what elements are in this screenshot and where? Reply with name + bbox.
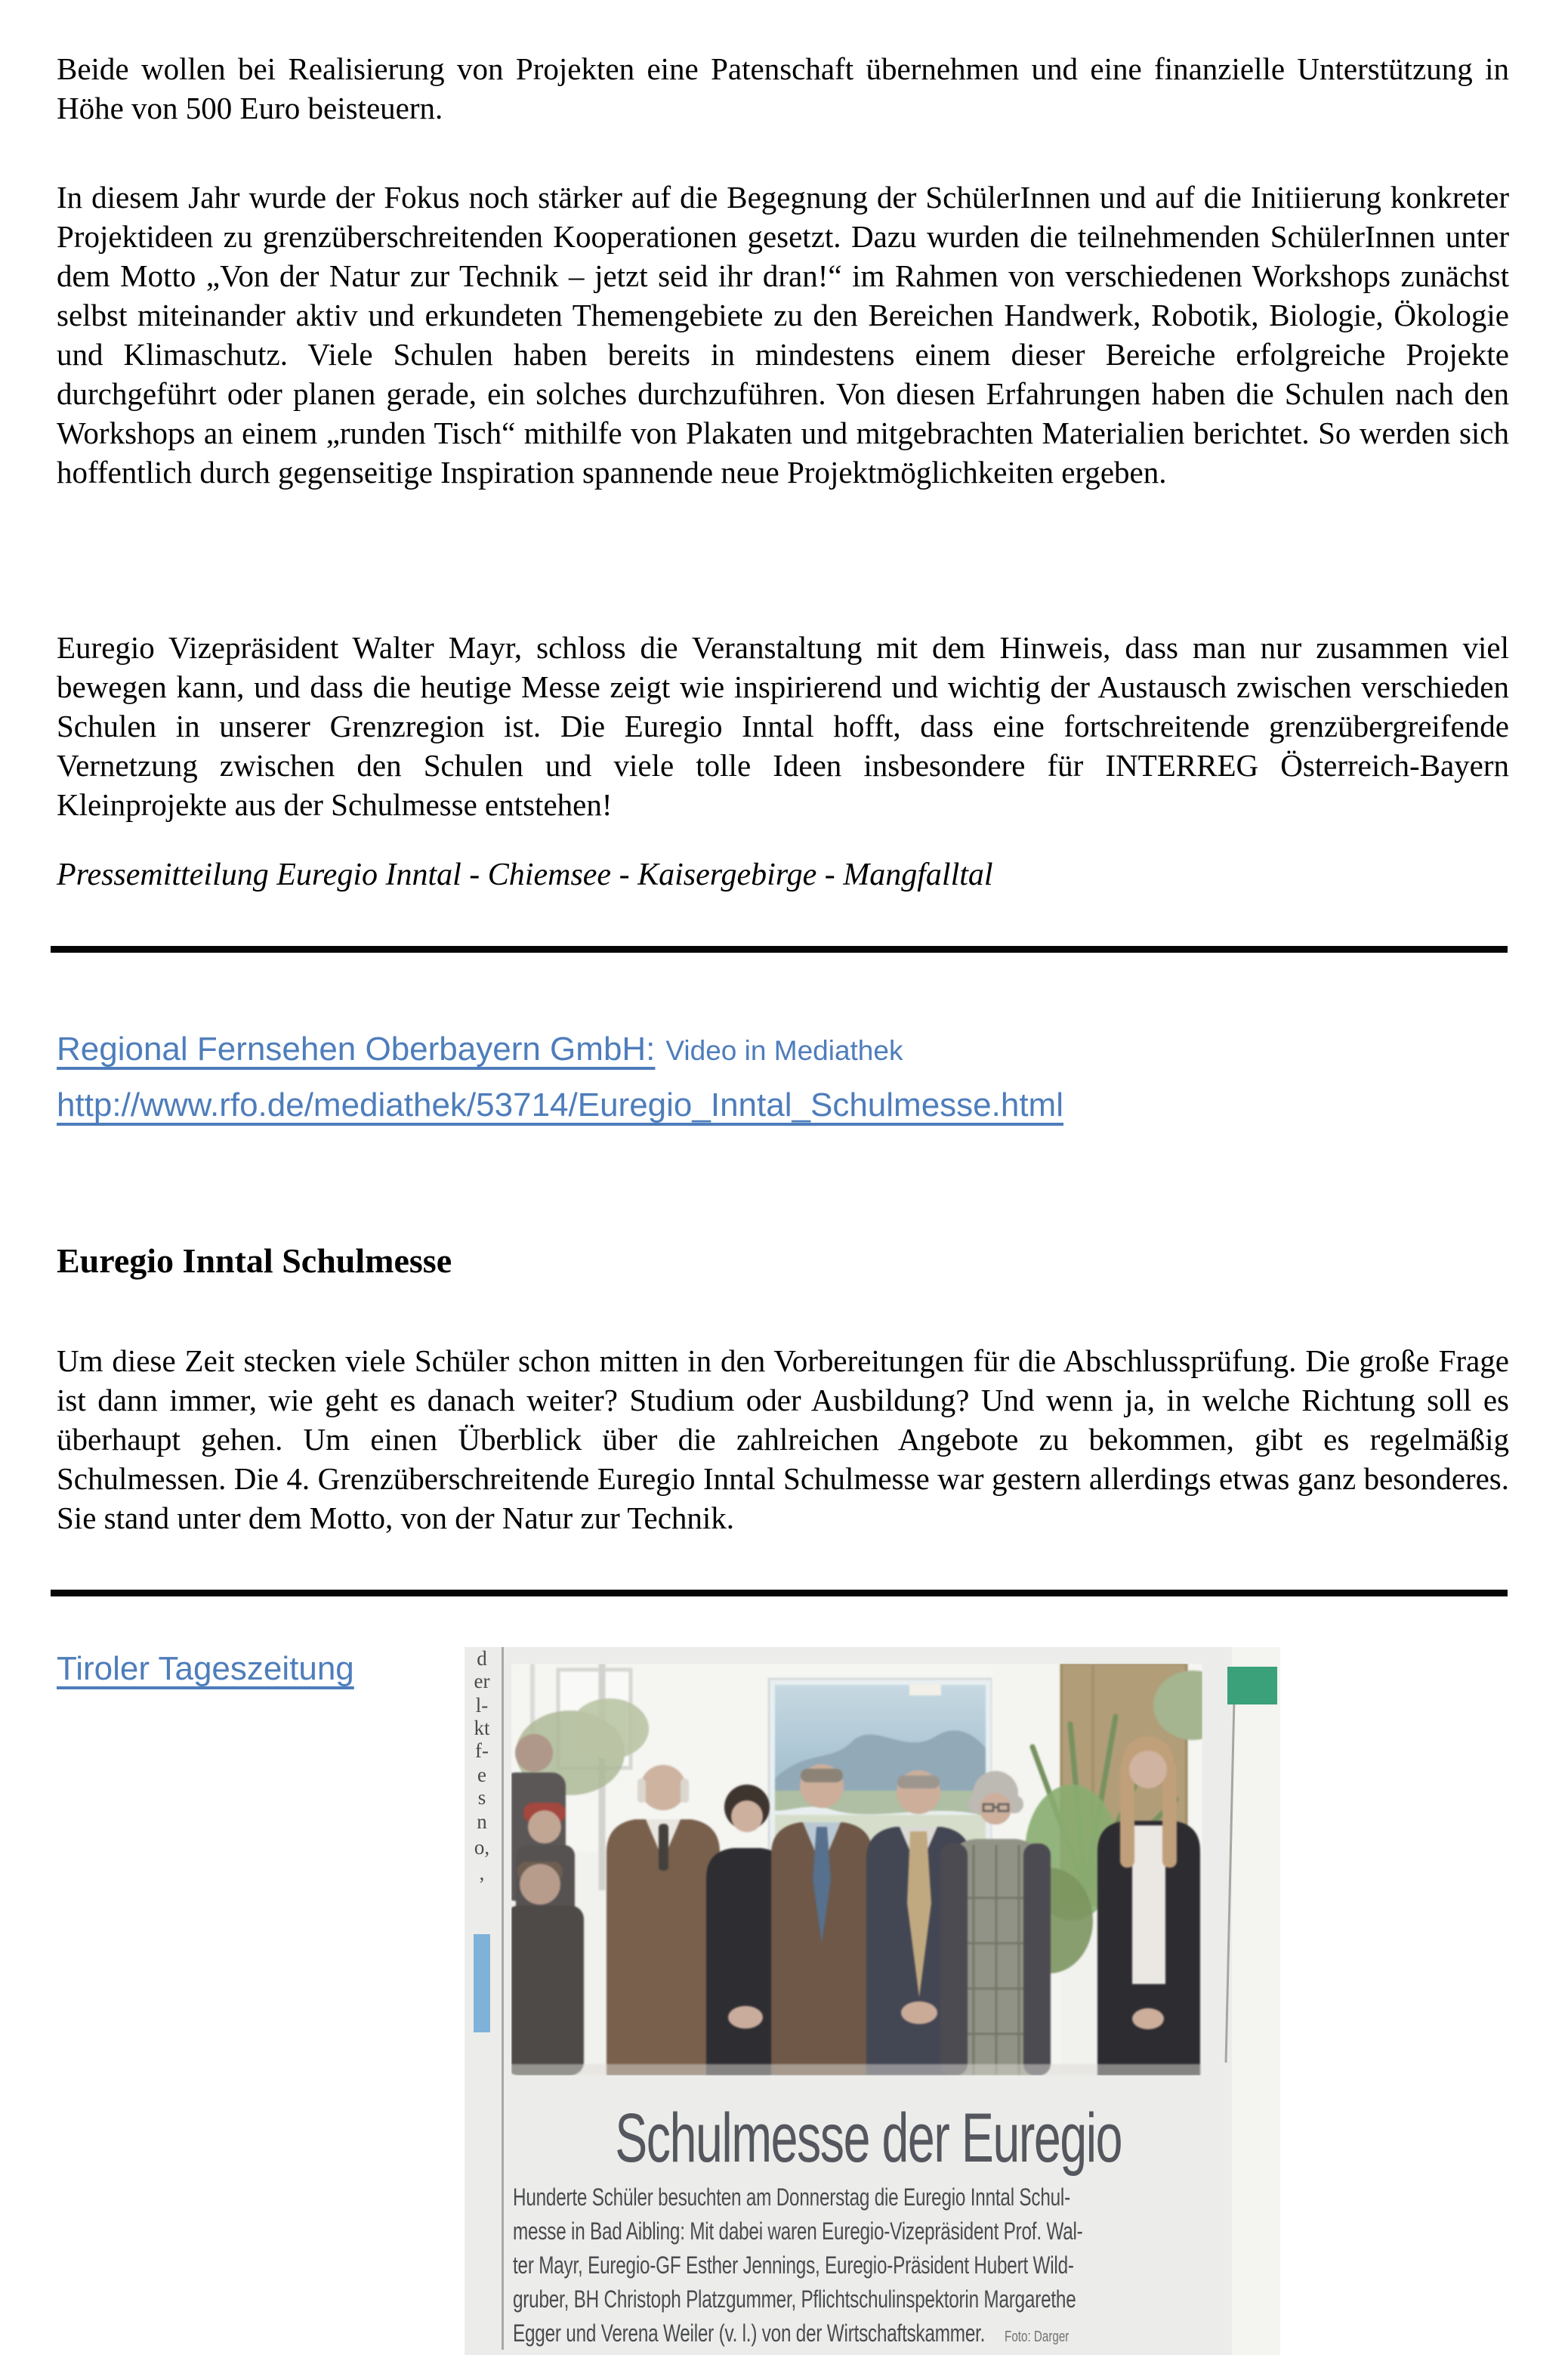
rfo-url-link[interactable]: http://www.rfo.de/mediathek/53714/Euregio_Inntal_Schulmesse.html (57, 1086, 1063, 1123)
newspaper-column-rule (502, 1647, 504, 2350)
tiroler-tageszeitung-link[interactable]: Tiroler Tageszeitung (57, 1650, 354, 1687)
caption-line: messe in Bad Aibling: Mit dabei waren Euregio-Vizepräsident Prof. Wal- (513, 2217, 1083, 2245)
paragraph-um-diese-zeit: Um diese Zeit stecken viele Schüler schon mitten in den Vorbereitungen für die Abschlussprüfung. Die große Frage ist dann immer, wie geht es danach weiter? Studium oder Ausbildung? Und wenn ja, in welche Richtung soll es überhaupt gehen. Um einen Überblick über die zahlreichen Angebote zu bekommen, gibt es regelmäßig Schulmessen. Die 4. Grenzüberschreitende Euregio Inntal Schulmesse war gestern allerdings etwas ganz besonderes. Sie stand unter dem Motto, von der Natur zur Technik. (57, 1343, 1509, 1535)
paragraph-patenschaft: Beide wollen bei Realisierung von Projekten eine Patenschaft übernehmen und eine finanzielle Unterstützung in Höhe von 500 Euro beisteuern. (57, 51, 1509, 125)
caption-text: Egger und Verena Weiler (v. l.) von der Wirtschaftskammer. (513, 2319, 986, 2347)
caption-line: Hunderte Schüler besuchten am Donnerstag die Euregio Inntal Schul- (513, 2183, 1070, 2211)
column-fragment: d (477, 1647, 487, 1670)
rfo-link-line (57, 1031, 1529, 1068)
column-fragment: s (477, 1786, 486, 1809)
column-fragment: kt (474, 1717, 490, 1739)
divider-line-top (51, 946, 1508, 953)
clipping-green-mark (1227, 1667, 1277, 1704)
clipping-caption (513, 2180, 1268, 2354)
newspaper-clipping (465, 1647, 1280, 2355)
column-fragment: f- (475, 1739, 489, 1762)
column-fragment: , (479, 1862, 485, 1884)
clipping-headline: Schulmesse der Euregio (615, 2100, 1122, 2177)
photo-credit: Foto: Darger (1005, 2329, 1070, 2345)
rfo-mediathek-link[interactable]: Regional Fernsehen Oberbayern GmbH: (57, 1031, 656, 1068)
rfo-url-line (57, 1086, 1529, 1124)
caption-line-last (513, 2316, 1087, 2354)
column-fragment: o, (474, 1836, 490, 1859)
section-heading-schulmesse: Euregio Inntal Schulmesse (57, 1241, 452, 1281)
caption-line: gruber, BH Christoph Platzgummer, Pflichtschulinspektorin Margarethe (513, 2285, 1076, 2313)
column-fragment: e (477, 1763, 486, 1786)
caption-line: ter Mayr, Euregio-GF Esther Jennings, Euregio-Präsident Hubert Wild- (513, 2251, 1074, 2279)
group-photo-illustration (511, 1664, 1202, 2075)
column-fragment: n (477, 1810, 487, 1833)
newspaper-photo (511, 1664, 1202, 2075)
rfo-link-suffix: Video in Mediathek (665, 1035, 903, 1066)
divider-line-bottom (51, 1590, 1508, 1596)
paragraph-vizepraesident: Euregio Vizepräsident Walter Mayr, schloss die Veranstaltung mit dem Hinweis, dass man nur zusammen viel bewegen kann, und dass die heutige Messe zeigt wie inspirierend und wichtig der Austausch zwischen verschieden Schulen in unserer Grenzregion ist. Die Euregio Inntal hofft, dass eine fortschreitende grenzübergreifende Vernetzung zwischen den Schulen und viele tolle Ideen insbesondere für INTERREG Österreich-Bayern Kleinprojekte aus der Schulmesse entstehen! (57, 630, 1509, 822)
column-fragment: er (474, 1670, 490, 1692)
adjacent-column-blue-bar (474, 1934, 490, 2032)
paragraph-fokus: In diesem Jahr wurde der Fokus noch stärker auf die Begegnung der SchülerInnen und auf die Initiierung konkreter Projektideen zu grenzüberschreitenden Kooperationen gesetzt. Dazu wurden die teilnehmenden SchülerInnen unter dem Motto „Von der Natur zur Technik – jetzt seid ihr dran!“ im Rahmen von verschiedenen Workshops zunächst selbst miteinander aktiv und erkundeten Themengebiete zu den Bereichen Handwerk, Robotik, Biologie, Ökologie und Klimaschutz. Viele Schulen haben bereits in mindestens einem dieser Bereiche erfolgreiche Projekte durchgeführt oder planen gerade, ein solches durchzuführen. Von diesen Erfahrungen haben die Schulen nach den Workshops an einem „runden Tisch“ mithilfe von Plakaten und mitgebrachten Materialien berichtet. So werden sich hoffentlich durch gegenseitige Inspiration spannende neue Projektmöglichkeiten ergeben. (57, 180, 1509, 490)
column-fragment: l- (475, 1694, 489, 1717)
press-release-byline: Pressemitteilung Euregio Inntal - Chiemsee - Kaisergebirge - Mangfalltal (57, 858, 993, 892)
